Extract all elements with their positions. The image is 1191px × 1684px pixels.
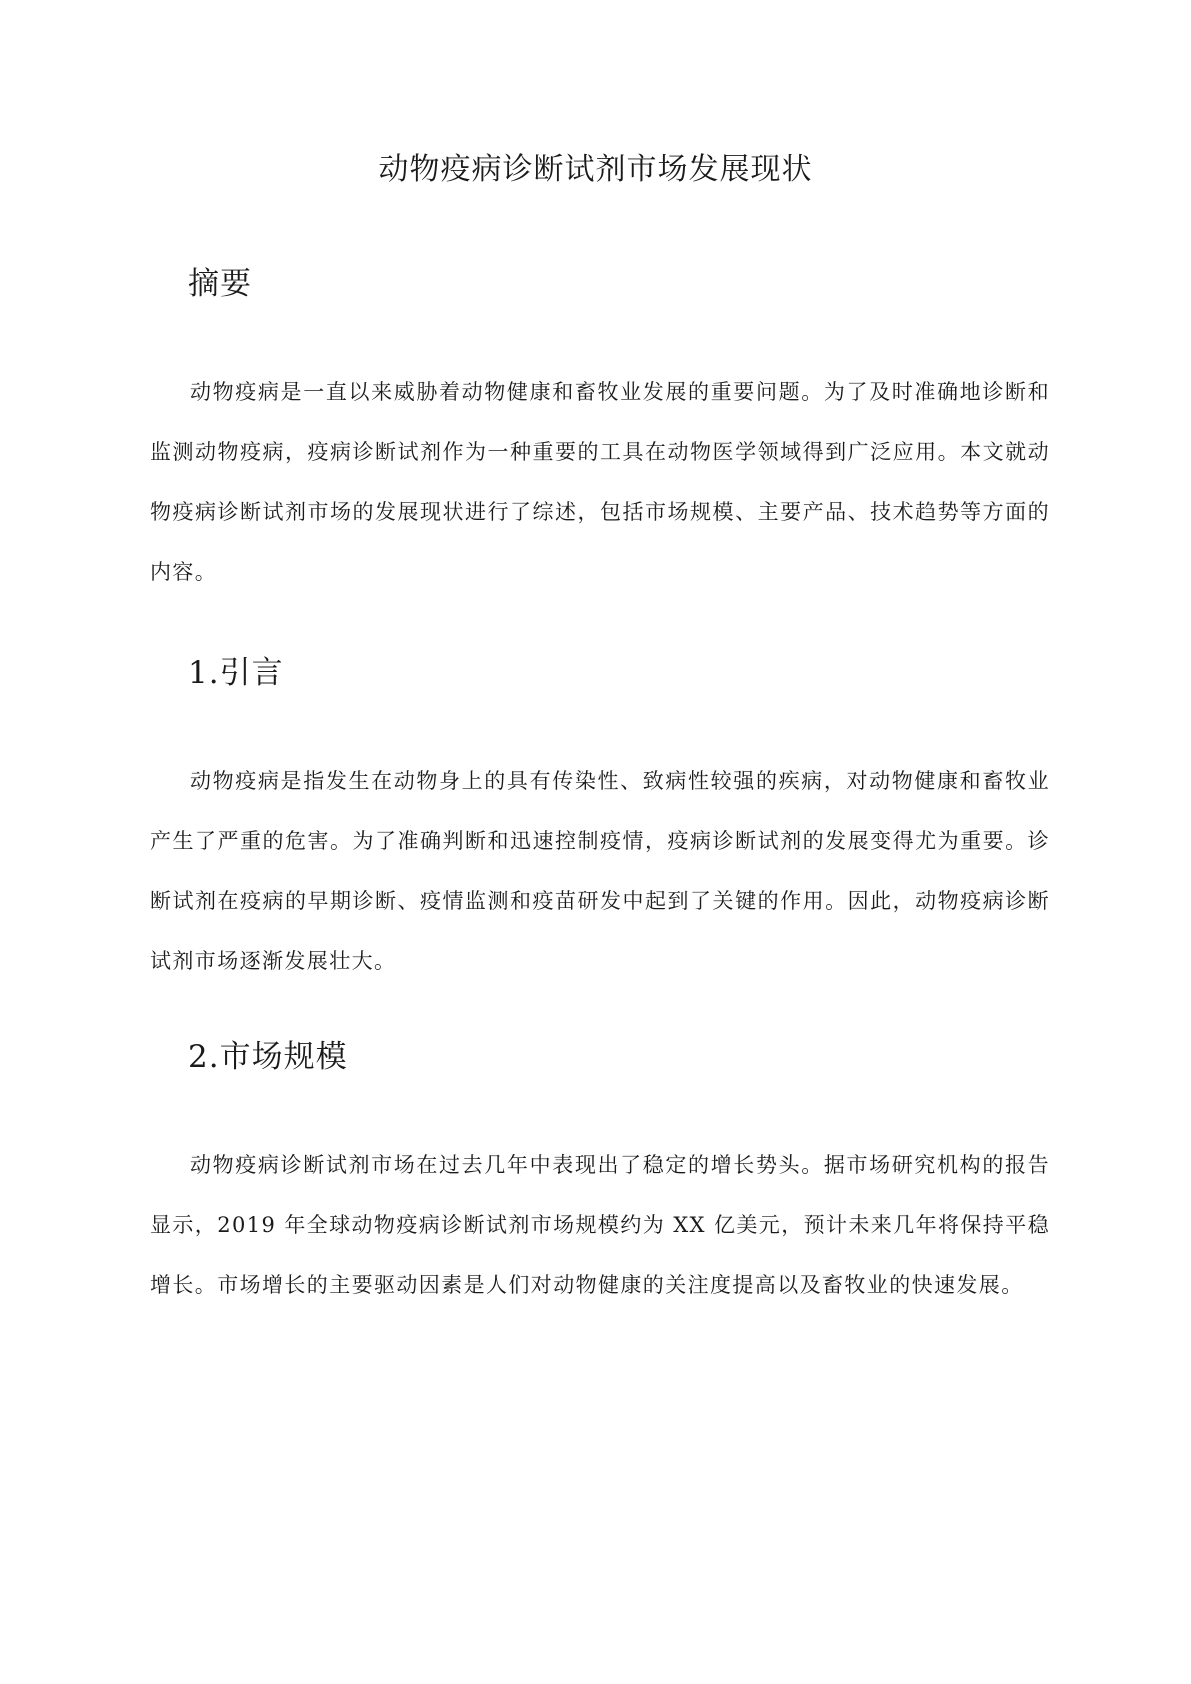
introduction-paragraph: 动物疫病是指发生在动物身上的具有传染性、致病性较强的疾病，对动物健康和畜牧业产生了严重的危害。为了准确判断和迅速控制疫情，疫病诊断试剂的发展变得尤为重要。诊断试剂在疫病的早期诊断、疫情监测和疫苗研发中起到了关键的作用。因此，动物疫病诊断试剂市场逐渐发展壮大。 — [150, 769, 1050, 973]
section-heading-market-size: 2.市场规模 — [188, 1039, 348, 1075]
document-title: 动物疫病诊断试剂市场发展现状 — [378, 152, 813, 187]
abstract-paragraph: 动物疫病是一直以来威胁着动物健康和畜牧业发展的重要问题。为了及时准确地诊断和监测动物疫病，疫病诊断试剂作为一种重要的工具在动物医学领域得到广泛应用。本文就动物疫病诊断试剂市场的发展现状进行了综述，包括市场规模、主要产品、技术趋势等方面的内容。 — [150, 380, 1050, 584]
section-heading-abstract: 摘要 — [188, 266, 252, 302]
section-heading-introduction: 1.引言 — [188, 655, 284, 691]
market-size-paragraph: 动物疫病诊断试剂市场在过去几年中表现出了稳定的增长势头。据市场研究机构的报告显示，2019 年全球动物疫病诊断试剂市场规模约为 XX 亿美元，预计未来几年将保持平稳增长。市场增长的主要驱动因素是人们对动物健康的关注度提高以及畜牧业的快速发展。 — [150, 1153, 1050, 1297]
